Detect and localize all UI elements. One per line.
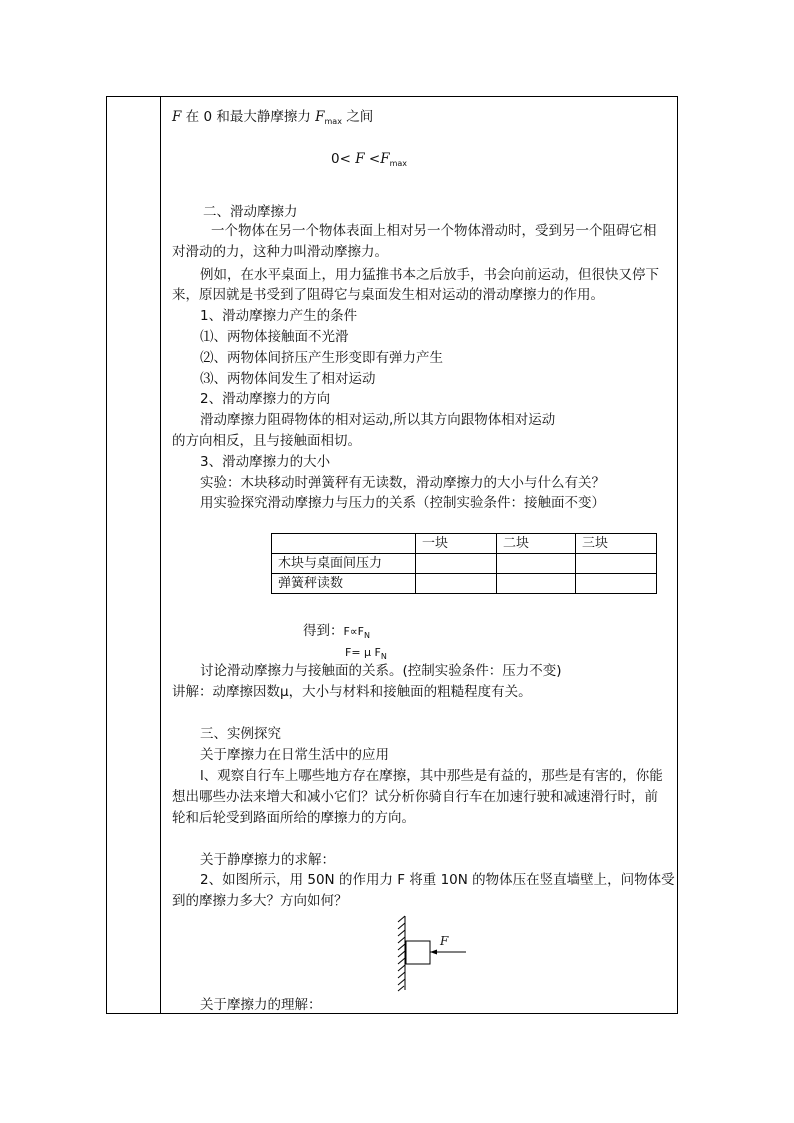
- block: [406, 941, 430, 964]
- ineq-fmax-subscript: max: [389, 159, 407, 168]
- table-header-row: [272, 534, 657, 554]
- inequality: [331, 150, 407, 173]
- proportional-subscript: N: [364, 631, 370, 640]
- direction-line1: 滑动摩擦力阻碍物体的相对运动,所以其方向跟物体相对运动: [200, 412, 556, 428]
- conditions-title: 1、滑动摩擦力产生的条件: [200, 308, 358, 324]
- understanding-title: 关于摩擦力的理解：: [200, 997, 322, 1013]
- question1-line1: l、观察自行车上哪些地方存在摩擦，其中那些是有益的，那些是有害的，你能: [200, 768, 663, 784]
- result-proportional: [303, 622, 370, 645]
- condition-1: ⑴、两物体接触面不光滑: [200, 329, 349, 345]
- equation-subscript: N: [380, 652, 387, 661]
- size-title: 3、滑动摩擦力的大小: [200, 454, 331, 470]
- equation-formula: F= μ F: [345, 646, 381, 659]
- range-text: 在 0 和最大静摩擦力: [185, 109, 311, 125]
- ineq-zero: 0<: [331, 151, 351, 167]
- condition-3: ⑶、两物体间发生了相对运动: [200, 371, 376, 387]
- table-cell: [576, 554, 657, 574]
- direction-line2: 的方向相反，且与接触面相切。: [172, 433, 361, 449]
- question2-line1: 2、如图所示，用 50N 的作用力 F 将重 10N 的物体压在竖直墙壁上，问物体受: [200, 872, 675, 888]
- table-cell: [576, 574, 657, 594]
- wall-hatching: [398, 916, 405, 991]
- proportional-formula: F∝F: [343, 625, 365, 638]
- wall-block-figure: [396, 914, 472, 992]
- table-header-cell: 二块: [497, 534, 576, 554]
- result-label: 得到：: [303, 623, 344, 639]
- ineq-fmax: F: [380, 151, 390, 167]
- experiment-method: 用实验探究滑动摩擦力与压力的关系（控制实验条件：接触面不变）: [200, 495, 605, 511]
- table-row: [272, 554, 657, 574]
- question2-line2: 到的摩擦力多大？方向如何？: [172, 893, 348, 909]
- table-header-cell: 三块: [576, 534, 657, 554]
- ineq-force: F: [355, 151, 365, 167]
- left-column: [107, 97, 161, 1013]
- fmax-subscript: max: [324, 117, 342, 126]
- table-cell: [416, 554, 497, 574]
- table-row: [272, 574, 657, 594]
- question1-line2: 想出哪些办法来增大和减小它们？试分析你骑自行车在加速行驶和减速滑行时，前: [172, 789, 658, 805]
- example-line2: 来，原因就是书受到了阻碍它与桌面发生相对运动的滑动摩擦力的作用。: [172, 287, 604, 303]
- question1-line3: 轮和后轮受到路面所给的摩擦力的方向。: [172, 810, 415, 826]
- experiment-table: [271, 533, 657, 594]
- fmax-range-line: [172, 108, 373, 131]
- section3-title: 三、实例探究: [200, 726, 281, 742]
- figure-force-label: F: [440, 934, 449, 948]
- table-cell: [416, 574, 497, 594]
- application-title: 关于摩擦力在日常生活中的应用: [200, 747, 389, 763]
- table-header-cell: [272, 534, 416, 554]
- section2-title: 二、滑动摩擦力: [203, 204, 298, 220]
- force-symbol: F: [172, 109, 182, 125]
- range-end: 之间: [346, 109, 374, 125]
- condition-2: ⑵、两物体间挤压产生形变即有弹力产生: [200, 350, 443, 366]
- table-cell: [497, 554, 576, 574]
- explanation-line: 讲解：动摩擦因数μ，大小与材料和接触面的粗糙程度有关。: [172, 684, 532, 700]
- discussion-line: 讨论滑动摩擦力与接触面的关系。(控制实验条件：压力不变): [200, 663, 562, 679]
- direction-title: 2、滑动摩擦力的方向: [200, 391, 331, 407]
- arrow-head: [430, 950, 437, 955]
- example-line1: 例如，在水平桌面上，用力猛推书本之后放手，书会向前运动，但很快又停下: [200, 267, 659, 283]
- table-cell: 弹簧秤读数: [272, 574, 416, 594]
- static-friction-title: 关于静摩擦力的求解：: [200, 852, 335, 868]
- definition-line1: 一个物体在另一个物体表面上相对另一个物体滑动时，受到另一个阻碍它相: [211, 223, 657, 239]
- table-cell: [497, 574, 576, 594]
- definition-line2: 对滑动的力，这种力叫滑动摩擦力。: [172, 244, 388, 260]
- ineq-lt: <: [368, 151, 381, 167]
- table-header-cell: 一块: [416, 534, 497, 554]
- experiment-question: 实验：木块移动时弹簧秤有无读数，滑动摩擦力的大小与什么有关？: [200, 475, 605, 491]
- table-cell: 木块与桌面间压力: [272, 554, 416, 574]
- fmax-symbol: F: [315, 109, 325, 125]
